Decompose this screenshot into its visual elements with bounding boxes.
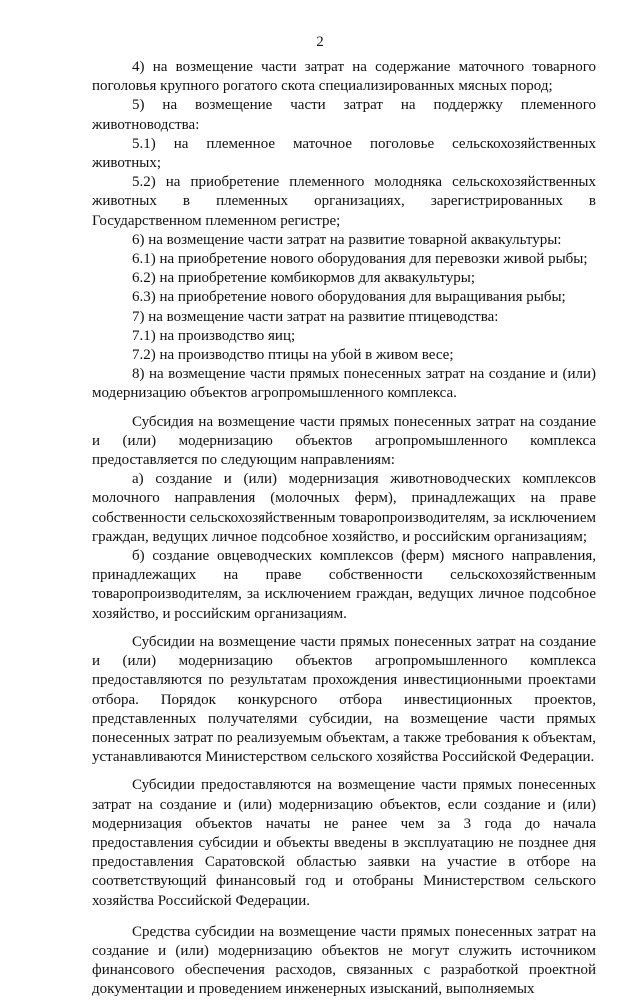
paragraph: б) создание овцеводческих комплексов (ферм) мясного направления, принадлежащих на праве собственности сельскохозяйственным товаропроизводителям, за исключением граждан, ведущих личное подсобное хозяйство, и российским организациям. [92, 548, 596, 622]
paragraph: 8) на возмещение части прямых понесенных затрат на создание и (или) модернизацию объектов агропромышленного комплекса. [92, 366, 596, 402]
paragraph: 7.1) на производство яиц; [132, 327, 296, 344]
paragraph: 6) на возмещение части затрат на развитие товарной аквакультуры: [132, 231, 562, 248]
paragraph: 7) на возмещение части затрат на развитие птицеводства: [132, 308, 499, 325]
paragraph: Субсидии предоставляются на возмещение части прямых понесенных затрат на создание и (или) модернизацию объектов, если создание и (или) модернизация объектов начаты не ранее чем за 3 года до начала предоставления субсидии и объекты введены в эксплуатацию не позднее дня предоставления Саратовской областью заявки на участие в отборе на соответствующий финансовый год и отобраны Министерством сельского хозяйства Российской Федерации. [92, 777, 596, 909]
paragraph: Субсидии на возмещение части прямых понесенных затрат на создание и (или) модернизацию объектов агропромышленного комплекса предоставляются по результатам прохождения инвестиционными проектами отбора. Порядок конкурсного отбора инвестиционных проектов, представленных получателями субсидии, на возмещение части прямых понесенных затрат по реализуемым объектам, а также требования к объектам, устанавливаются Министерством сельского хозяйства Российской Федерации. [92, 633, 596, 766]
paragraph: а) создание и (или) модернизация животноводческих комплексов молочного направления (молочных ферм), принадлежащих на праве собственности сельскохозяйственным товаропроизводителям, за исключением граждан, ведущих личное подсобное хозяйство, и российским организациям; [92, 471, 596, 545]
paragraph: 5) на возмещение части затрат на поддержку племенного животноводства: [92, 97, 596, 133]
paragraph: Средства субсидии на возмещение части прямых понесенных затрат на создание и (или) модернизацию объектов не могут служить источником финансового обеспечения расходов, связанных с разработкой проектной документации и проведением инженерных изысканий, выполняемых [92, 923, 596, 998]
paragraph: 5.1) на племенное маточное поголовье сельскохозяйственных животных; [92, 135, 596, 172]
page-number: 2 [316, 34, 324, 50]
paragraph: Субсидия на возмещение части прямых понесенных затрат на создание и (или) модернизацию объектов агропромышленного комплекса предоставляется по следующим направлениям: [92, 413, 596, 469]
paragraph: 5.2) на приобретение племенного молодняка сельскохозяйственных животных в племенных организациях, зарегистрированных в Государственном племенном регистре; [92, 174, 596, 229]
paragraph: 6.3) на приобретение нового оборудования для выращивания рыбы; [132, 289, 566, 306]
paragraph: 7.2) на производство птицы на убой в живом весе; [132, 347, 454, 364]
paragraph: 6.1) на приобретение нового оборудования для перевозки живой рыбы; [132, 251, 588, 268]
paragraph: 6.2) на приобретение комбикормов для аквакультуры; [132, 270, 475, 287]
paragraph: 4) на возмещение части затрат на содержание маточного товарного поголовья крупного рогатого скота специализированных мясных пород; [92, 59, 596, 95]
document-body [92, 58, 596, 1000]
